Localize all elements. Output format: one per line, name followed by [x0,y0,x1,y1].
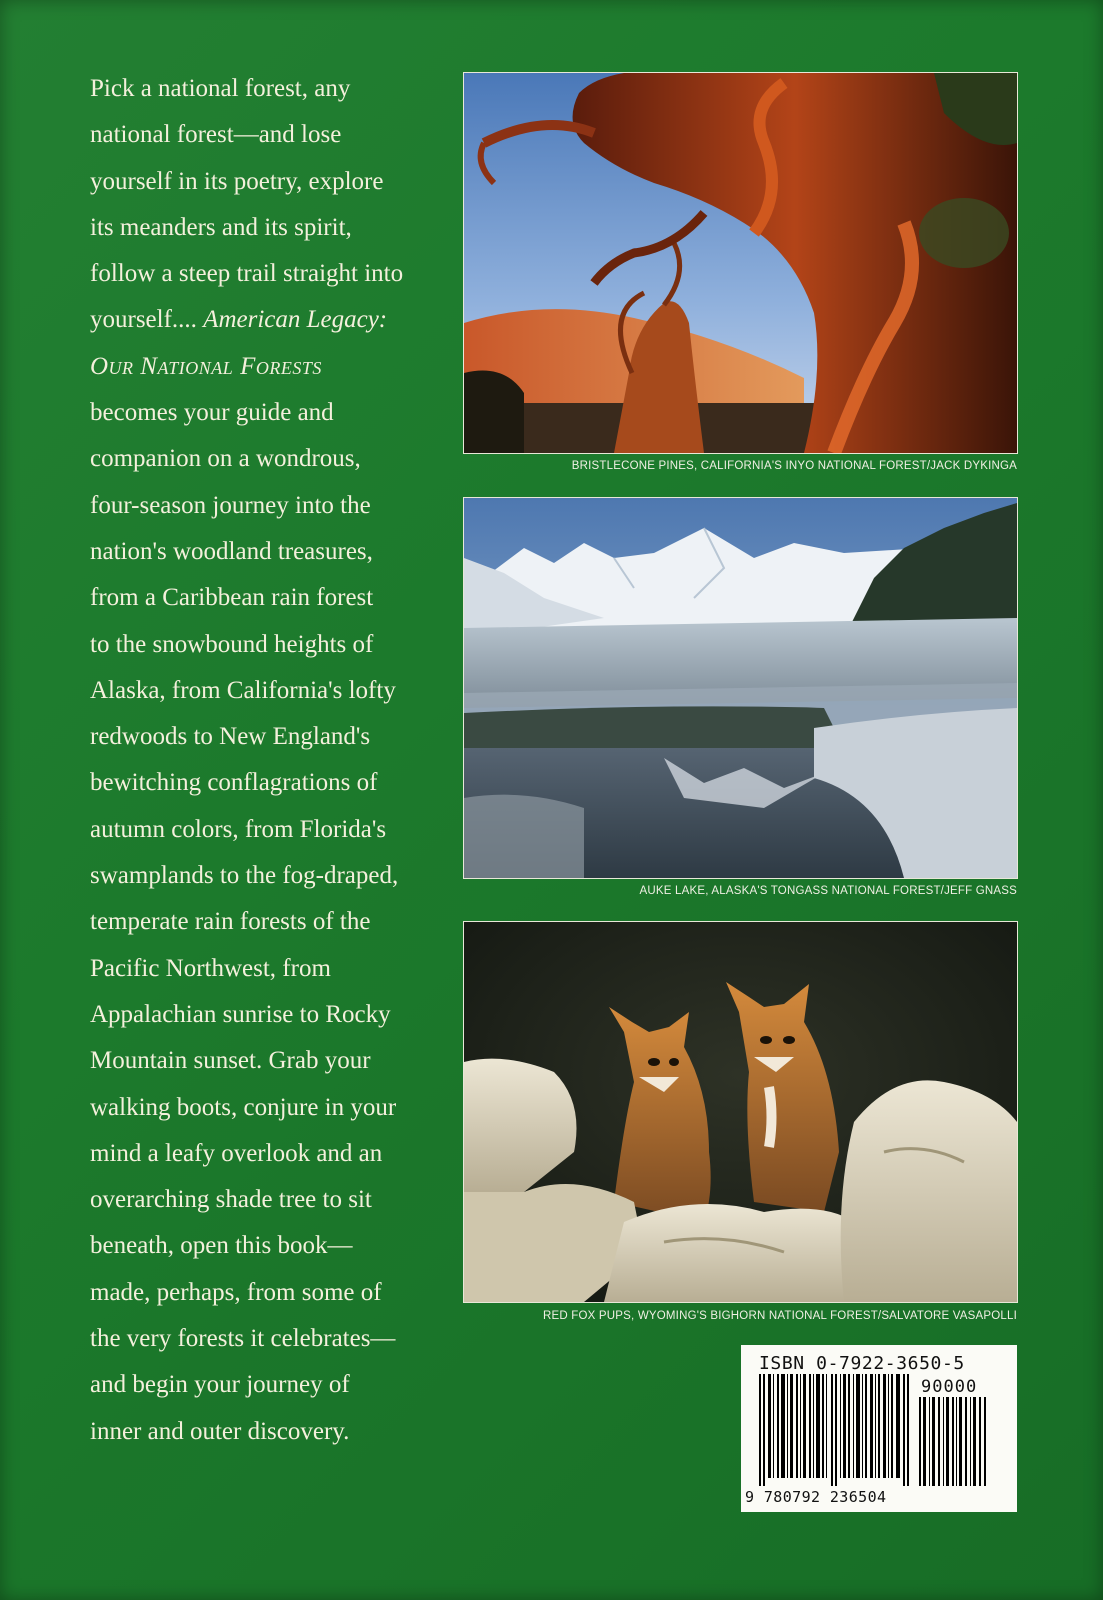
blurb-line: temperate rain forests of the [90,908,371,936]
photo-caption: BRISTLECONE PINES, CALIFORNIA'S INYO NATIONAL FOREST/JACK DYKINGA [571,460,1017,472]
cover-blurb [90,66,440,1455]
blurb-line: four-season journey into the [90,491,371,519]
blurb-line: to the snowbound heights of [90,630,374,658]
isbn-barcode [741,1345,1017,1512]
blurb-line: nation's woodland treasures, [90,537,373,565]
blurb-line: bewitching conflagrations of [90,769,378,797]
bristlecone-pine-image [464,73,1017,453]
blurb-line: beneath, open this book— [90,1232,353,1260]
blurb-line: and begin your journey of [90,1371,350,1399]
red-fox-pups-image [464,922,1017,1302]
photo-red-fox-pups [463,921,1018,1303]
blurb-line: autumn colors, from Florida's [90,815,387,843]
blurb-line: Pick a national forest, any [90,75,351,102]
ean-bars [759,1374,911,1486]
blurb-line: overarching shade tree to sit [90,1186,372,1214]
blurb-line: Alaska, from California's lofty [90,676,396,704]
price-addon-bars [919,1397,989,1486]
blurb-line: national forest—and lose [90,121,342,149]
photo-auke-lake [463,497,1018,879]
blurb-line: redwoods to New England's [90,723,371,751]
blurb-fragment: yourself.... [90,306,197,334]
blurb-line: Mountain sunset. Grab your [90,1047,371,1075]
blurb-line: follow a steep trail straight into [90,260,404,288]
price-code: 90000 [921,1377,978,1397]
blurb-line: companion on a wondrous, [90,445,361,473]
book-title-italic: American Legacy: [203,306,388,334]
blurb-line: becomes your guide and [90,399,334,427]
blurb-line: the very forests it celebrates— [90,1325,396,1353]
photo-bristlecone-pines [463,72,1018,454]
blurb-line: from a Caribbean rain forest [90,584,374,612]
photo-caption: RED FOX PUPS, WYOMING'S BIGHORN NATIONAL FOREST/SALVATORE VASAPOLLI [543,1310,1017,1322]
book-subtitle: Our National Forests [90,352,322,380]
auke-lake-image [464,498,1017,878]
blurb-line: swamplands to the fog-draped, [90,862,399,890]
isbn-number: ISBN 0-7922-3650-5 [759,1353,965,1374]
photo-caption: AUKE LAKE, ALASKA'S TONGASS NATIONAL FOREST/JEFF GNASS [639,885,1017,897]
blurb-line-title [90,297,440,343]
ean-digits: 9 780792 236504 [745,1488,887,1506]
blurb-line: walking boots, conjure in your [90,1093,397,1121]
blurb-line: inner and outer discovery. [90,1417,350,1445]
blurb-line: Pacific Northwest, from [90,954,331,982]
blurb-line: mind a leafy overlook and an [90,1139,383,1167]
blurb-line: yourself in its poetry, explore [90,167,384,195]
blurb-line: its meanders and its spirit, [90,213,352,241]
blurb-line: made, perhaps, from some of [90,1278,382,1306]
blurb-line: Appalachian sunrise to Rocky [90,1000,391,1028]
